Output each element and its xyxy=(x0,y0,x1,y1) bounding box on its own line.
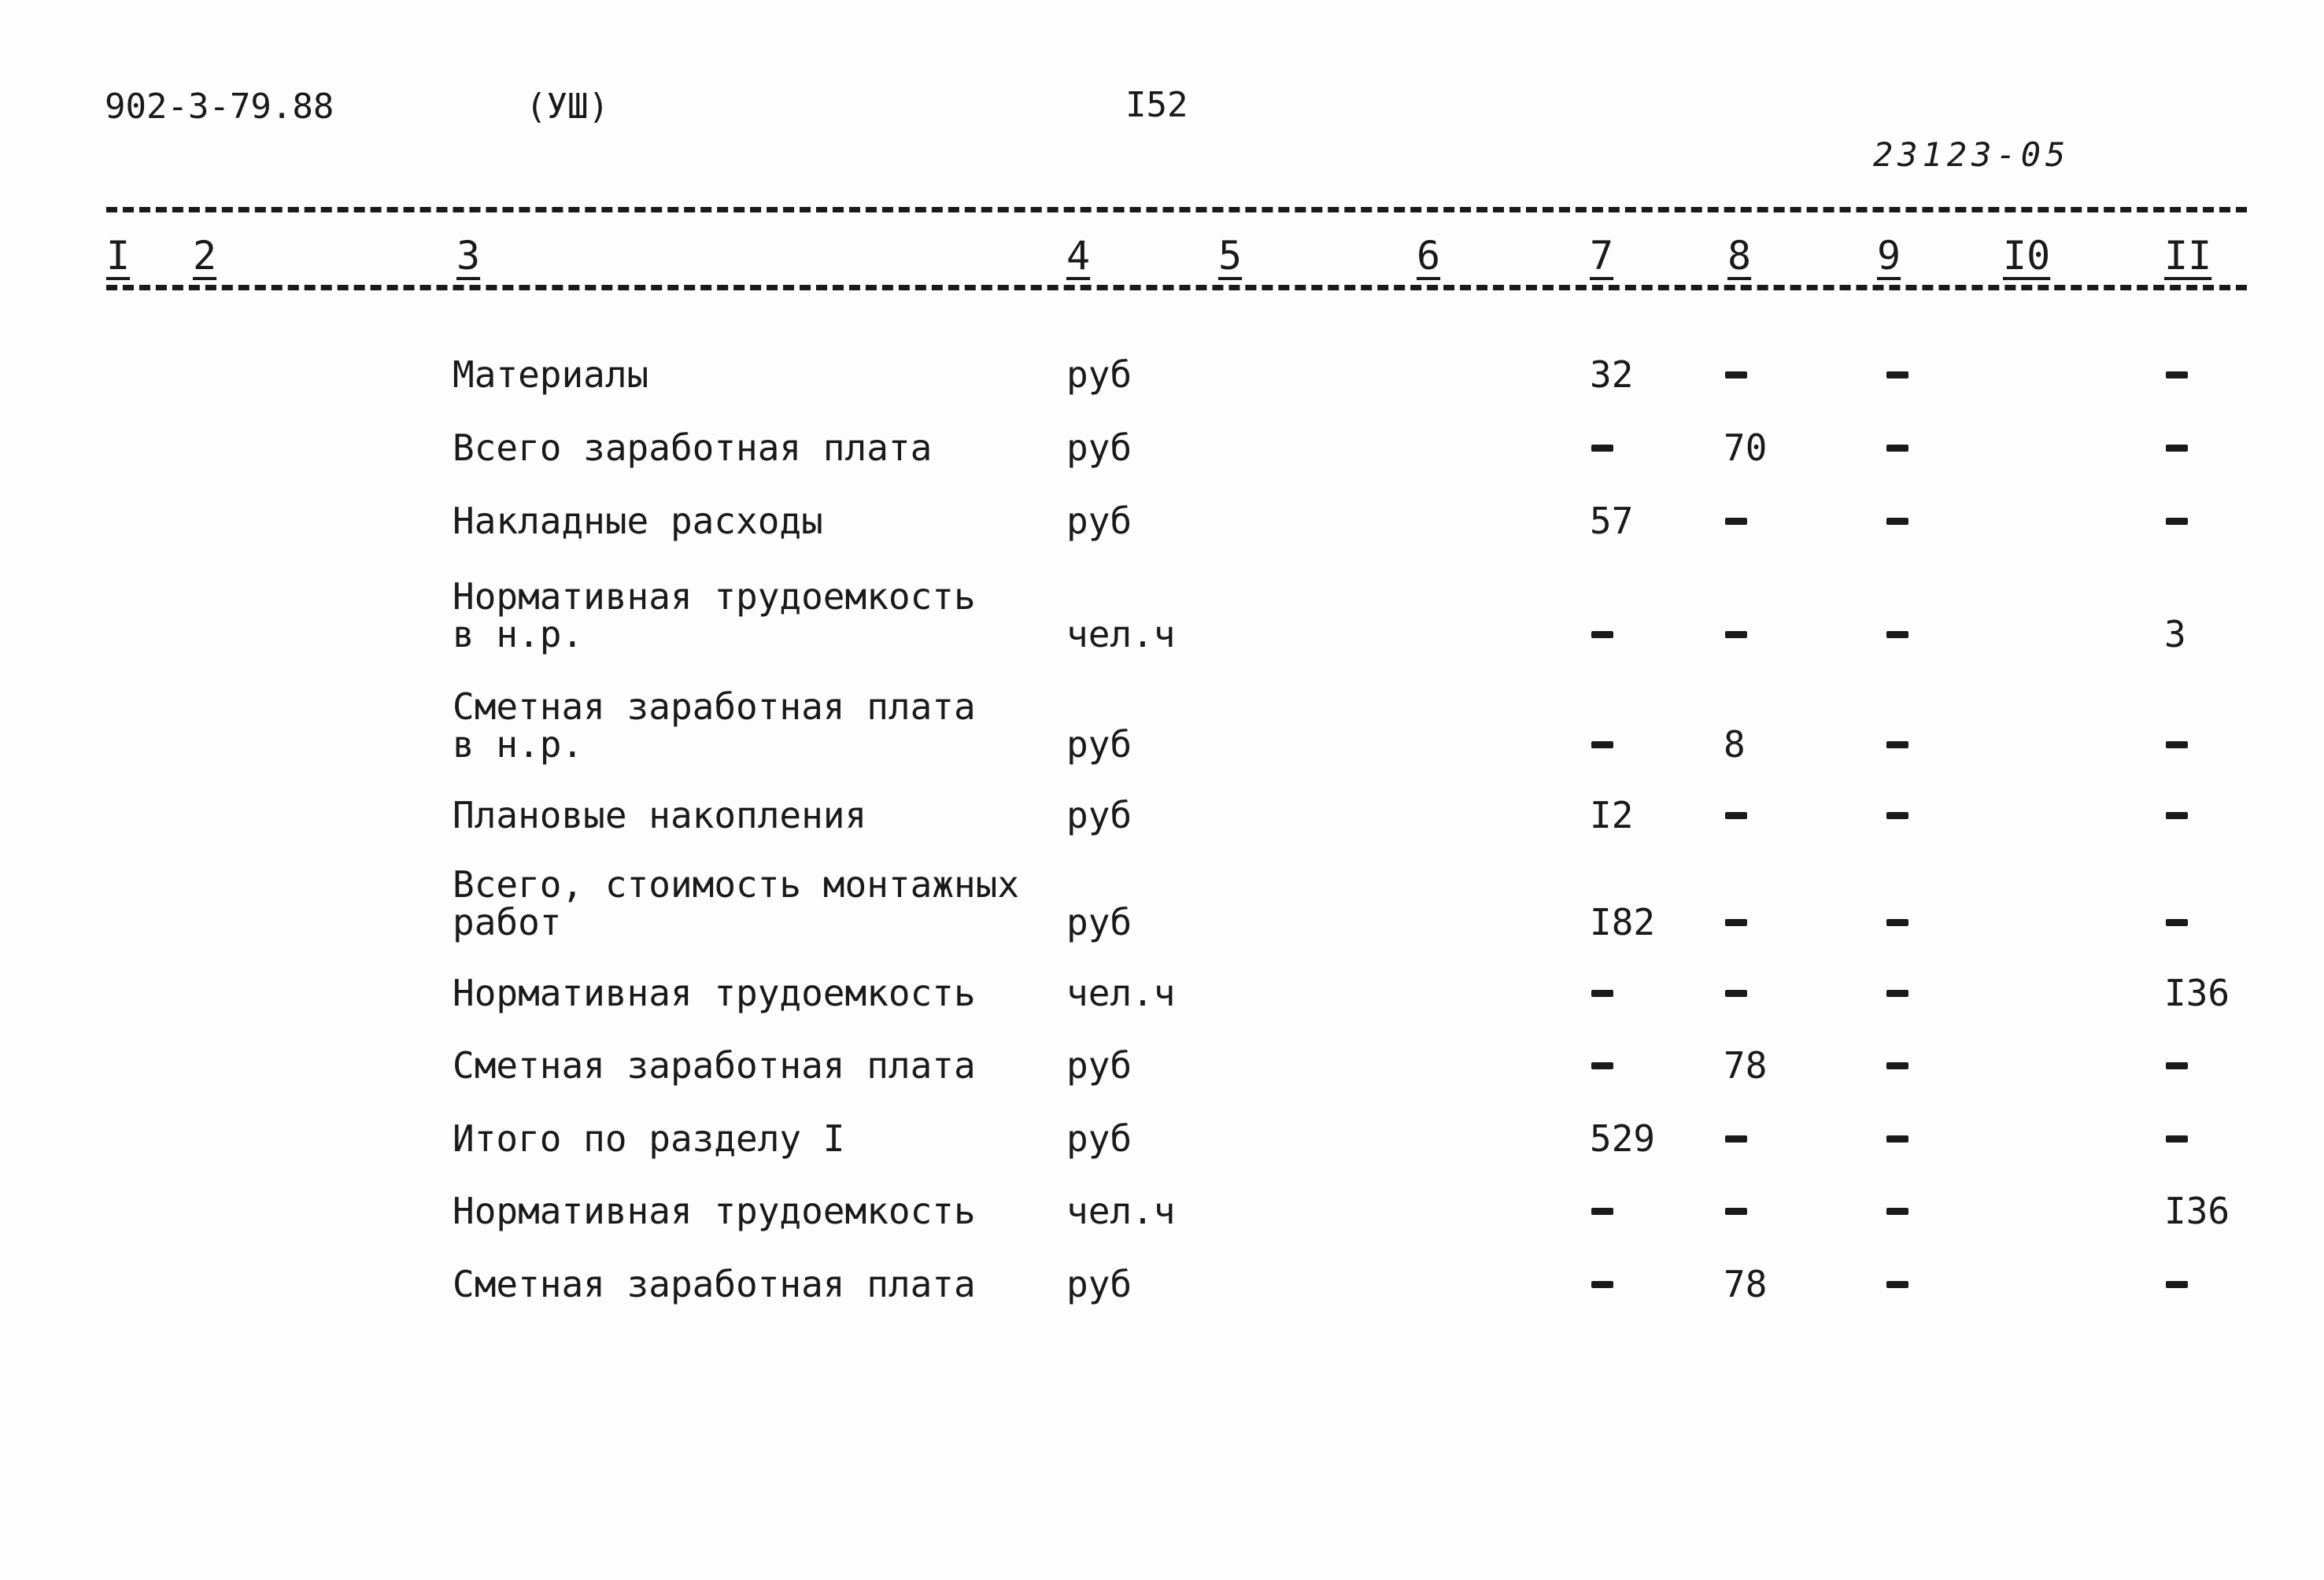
dash-mark xyxy=(1886,1208,1908,1215)
cell-col-11: I36 xyxy=(2164,1190,2230,1232)
column-number: 2 xyxy=(193,233,217,279)
dash-mark xyxy=(2166,518,2188,525)
cell-col-7: 57 xyxy=(1590,500,1634,542)
cell-col-8: 8 xyxy=(1724,723,1746,766)
dash-mark xyxy=(1725,919,1747,926)
dash-mark xyxy=(1591,1062,1613,1069)
dash-mark xyxy=(2166,1281,2188,1288)
top-dashed-rule xyxy=(106,207,2247,212)
column-number: 7 xyxy=(1590,233,1614,279)
column-number: II xyxy=(2164,233,2212,279)
row-label: Плановые накопления xyxy=(453,794,867,836)
dash-mark xyxy=(1591,1281,1613,1288)
dash-mark xyxy=(2166,445,2188,452)
row-unit: руб xyxy=(1066,353,1132,396)
document-code: 902-3-79.88 xyxy=(105,87,334,127)
dash-mark xyxy=(1886,1281,1908,1288)
row-label: Всего заработная плата xyxy=(453,426,933,469)
dash-mark xyxy=(2166,371,2188,378)
row-label: Нормативная трудоемкость xyxy=(453,972,976,1014)
cell-col-8: 78 xyxy=(1724,1263,1768,1305)
dash-mark xyxy=(1886,445,1908,452)
row-label: Сметная заработная плата xyxy=(453,1263,976,1305)
dash-mark xyxy=(1725,1135,1747,1143)
dash-mark xyxy=(2166,1135,2188,1143)
dash-mark xyxy=(1591,741,1613,748)
row-unit: руб xyxy=(1066,1263,1132,1305)
column-number: 6 xyxy=(1417,233,1441,279)
dash-mark xyxy=(1725,812,1747,819)
row-unit: руб xyxy=(1066,500,1132,542)
dash-mark xyxy=(1886,1135,1908,1143)
row-unit: чел.ч xyxy=(1066,1190,1176,1232)
dash-mark xyxy=(1886,1062,1908,1069)
cell-col-11: 3 xyxy=(2164,613,2186,655)
dash-mark xyxy=(1725,631,1747,638)
row-unit: руб xyxy=(1066,901,1132,943)
cell-col-7: I2 xyxy=(1590,794,1634,836)
column-number: 3 xyxy=(456,233,481,279)
column-number: I0 xyxy=(2003,233,2051,279)
dash-mark xyxy=(1725,518,1747,525)
page-number: I52 xyxy=(1125,85,1188,125)
column-number: 9 xyxy=(1877,233,1901,279)
dash-mark xyxy=(1725,990,1747,997)
dash-mark xyxy=(1591,445,1613,452)
column-number: 4 xyxy=(1066,233,1091,279)
cell-col-8: 78 xyxy=(1724,1044,1768,1087)
cell-col-8: 70 xyxy=(1724,426,1768,469)
row-unit: руб xyxy=(1066,723,1132,766)
dash-mark xyxy=(1725,371,1747,378)
dash-mark xyxy=(1886,631,1908,638)
dash-mark xyxy=(2166,812,2188,819)
dash-mark xyxy=(1725,1208,1747,1215)
row-label: Итого по разделу I xyxy=(453,1117,845,1160)
row-unit: чел.ч xyxy=(1066,613,1176,655)
row-unit: руб xyxy=(1066,1117,1132,1160)
row-unit: руб xyxy=(1066,794,1132,836)
dash-mark xyxy=(1591,1208,1613,1215)
dash-mark xyxy=(2166,741,2188,748)
dash-mark xyxy=(1886,812,1908,819)
volume-label: (УШ) xyxy=(526,87,609,127)
row-unit: чел.ч xyxy=(1066,972,1176,1014)
cell-col-11: I36 xyxy=(2164,972,2230,1014)
dash-mark xyxy=(1591,990,1613,997)
column-number: I xyxy=(106,233,131,279)
row-label: Нормативная трудоемкость xyxy=(453,1190,976,1232)
dash-mark xyxy=(1886,919,1908,926)
header-dashed-rule xyxy=(106,285,2247,290)
cell-col-7: I82 xyxy=(1590,901,1656,943)
row-label: Всего, стоимость монтажных xyxy=(453,863,1020,906)
column-number: 8 xyxy=(1727,233,1752,279)
archive-stamp-number: 23123-05 xyxy=(1873,135,2071,174)
row-label-continued: в н.р. xyxy=(453,613,584,655)
row-unit: руб xyxy=(1066,1044,1132,1087)
row-label-continued: работ xyxy=(453,901,562,943)
row-label-continued: в н.р. xyxy=(453,723,584,766)
dash-mark xyxy=(1591,631,1613,638)
dash-mark xyxy=(1886,990,1908,997)
cell-col-7: 32 xyxy=(1590,353,1634,396)
dash-mark xyxy=(1886,371,1908,378)
dash-mark xyxy=(1886,741,1908,748)
dash-mark xyxy=(2166,919,2188,926)
row-label: Сметная заработная плата xyxy=(453,685,976,728)
cell-col-7: 529 xyxy=(1590,1117,1656,1160)
row-label: Сметная заработная плата xyxy=(453,1044,976,1087)
row-unit: руб xyxy=(1066,426,1132,469)
row-label: Накладные расходы xyxy=(453,500,823,542)
dash-mark xyxy=(2166,1062,2188,1069)
row-label: Нормативная трудоемкость xyxy=(453,575,976,618)
dash-mark xyxy=(1886,518,1908,525)
row-label: Материалы xyxy=(453,353,649,396)
column-number: 5 xyxy=(1218,233,1243,279)
